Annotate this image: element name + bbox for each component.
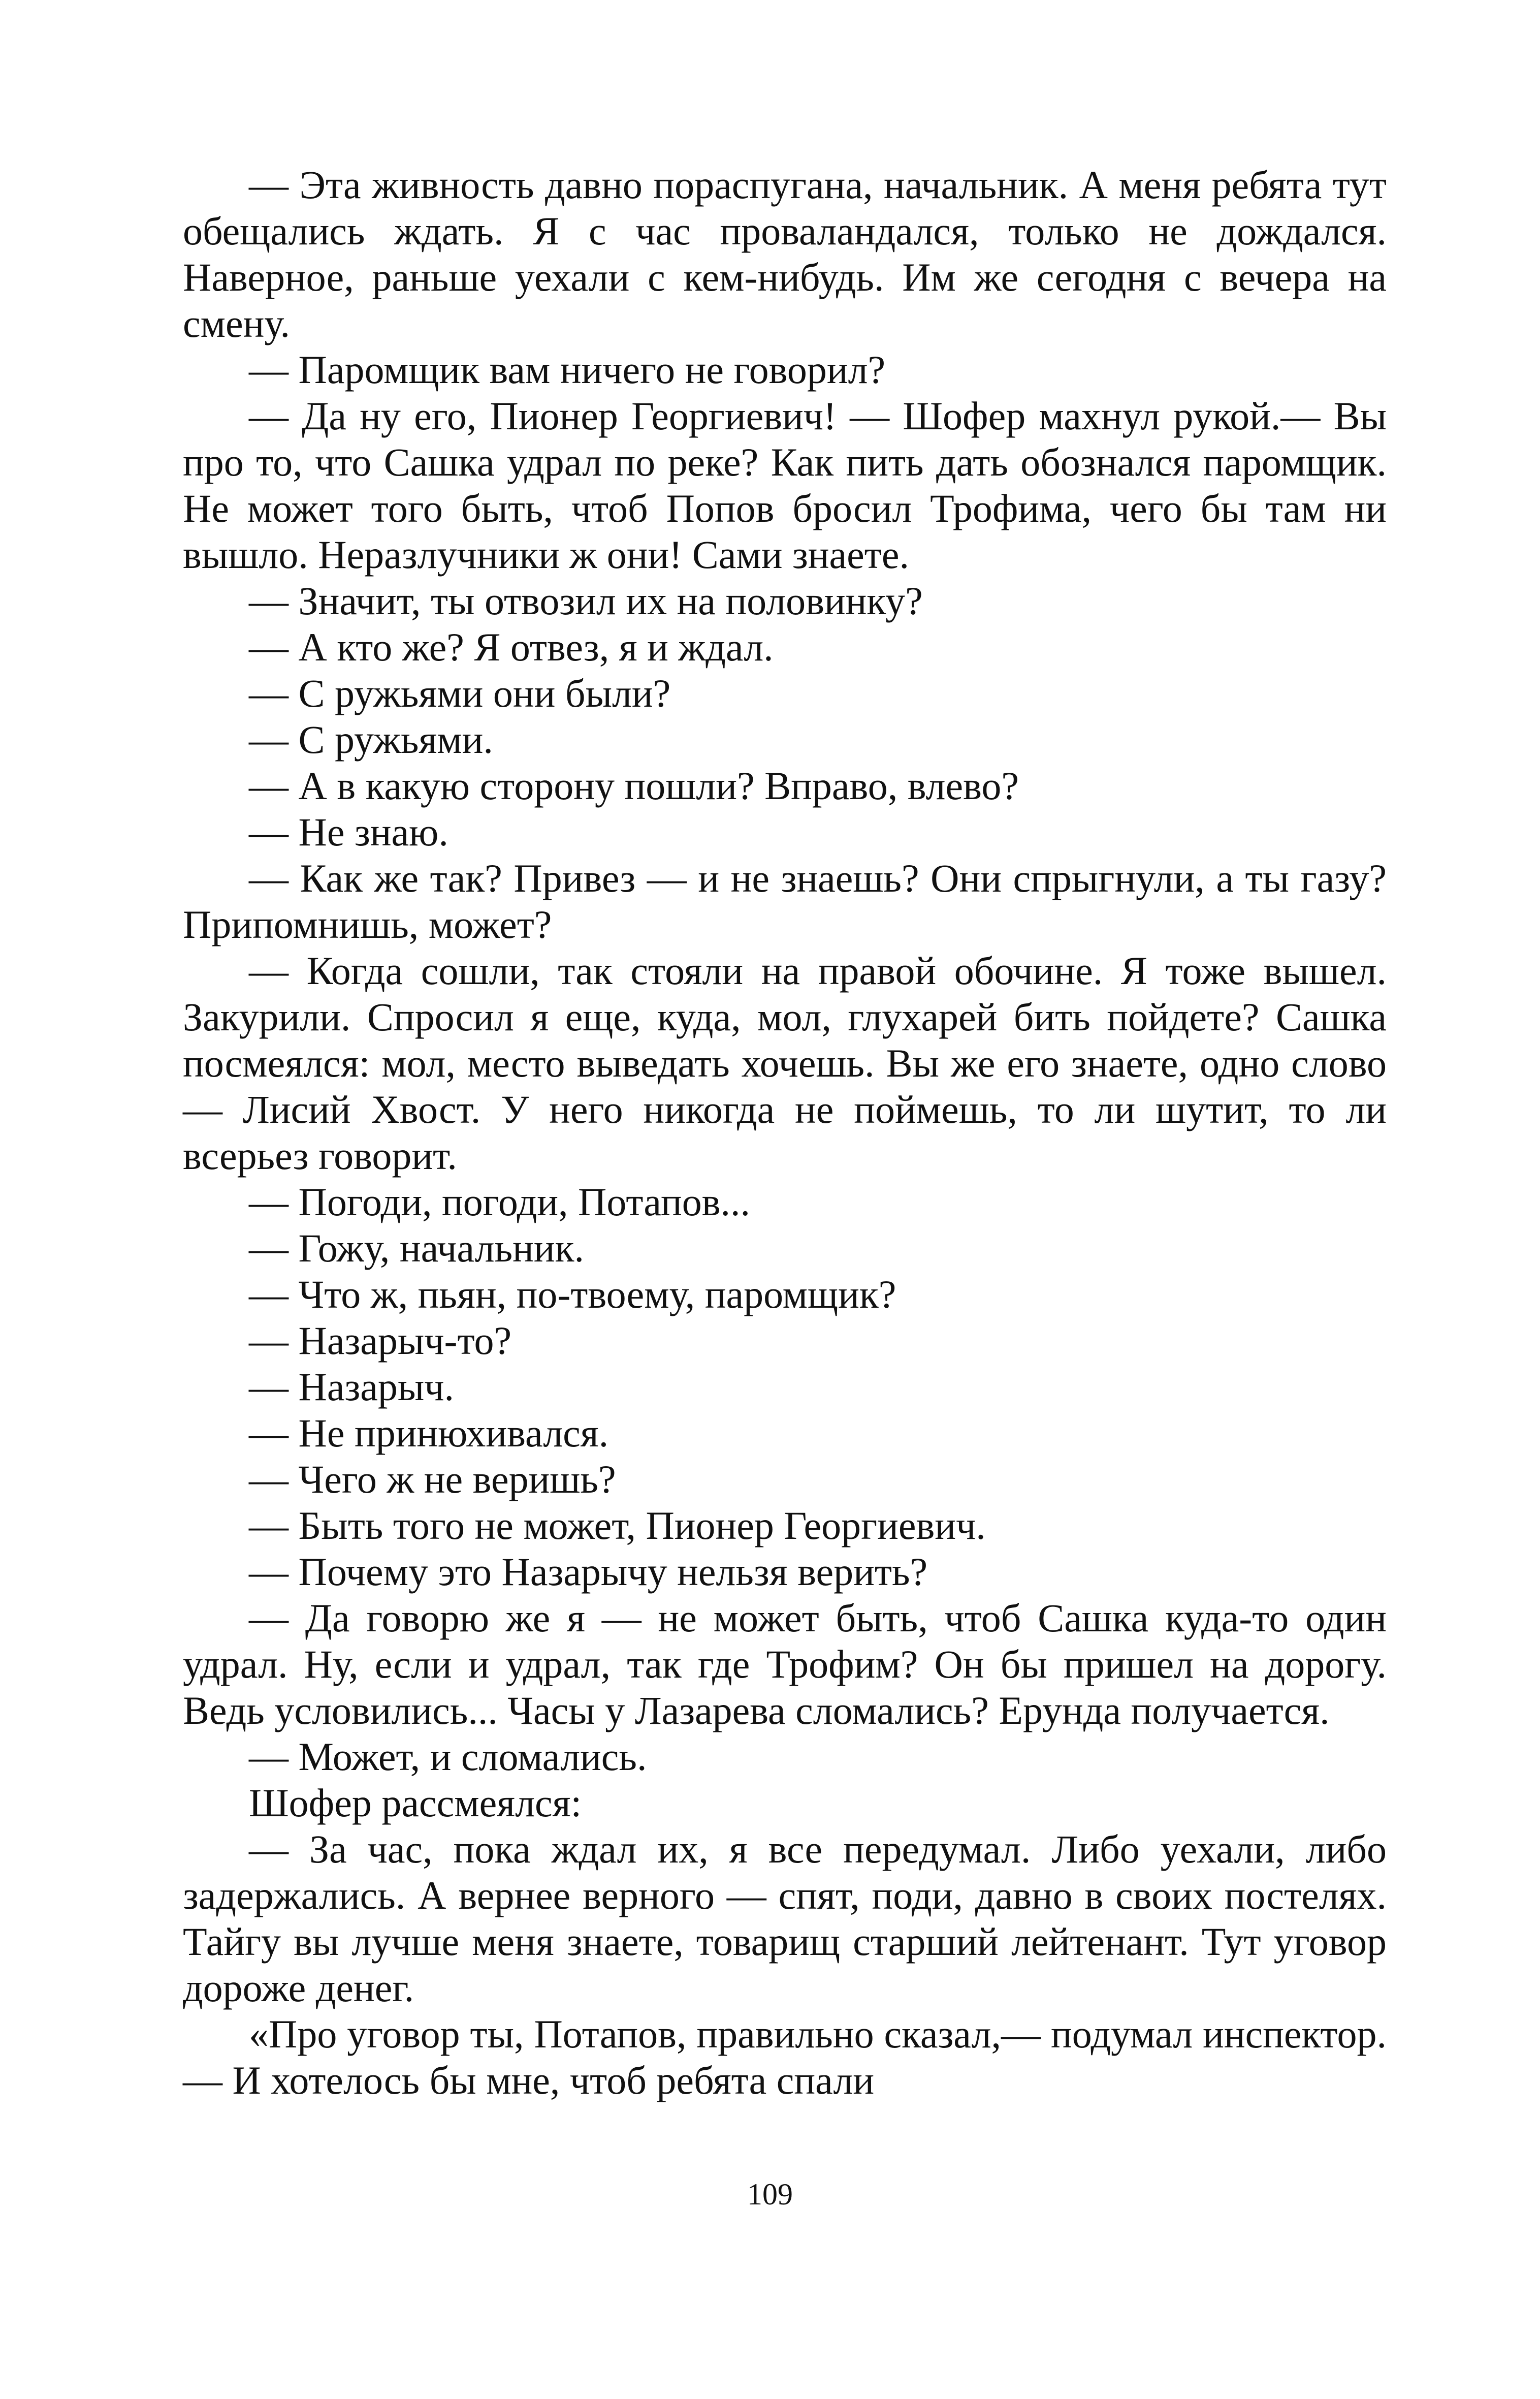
paragraph: Шофер рассмеялся: xyxy=(249,1781,582,1825)
page-number: 109 xyxy=(747,2177,793,2211)
paragraph: — Назарыч. xyxy=(249,1365,455,1409)
paragraph: — Не знаю. xyxy=(249,810,448,854)
paragraph: — Быть того не может, Пионер Георгиевич. xyxy=(249,1503,986,1548)
paragraph: — Гожу, начальник. xyxy=(249,1226,585,1270)
paragraph: — Что ж, пьян, по-твоему, паромщик? xyxy=(249,1272,896,1316)
paragraph: — Да ну его, Пионер Георгиевич! — Шофер махнул рукой.— Вы про то, что Сашка удрал по реке? Как пить дать обознался паромщик. Не может того быть, чтоб Попов бросил Трофима, чего бы там ни вышло. Неразлучники ж они! Сами знаете. xyxy=(183,394,1387,577)
paragraph: — А в какую сторону пошли? Вправо, влево? xyxy=(249,764,1019,808)
page-text xyxy=(183,162,1387,2103)
paragraph: «Про уговор ты, Потапов, правильно сказал,— подумал инспектор.— И хотелось бы мне, чтоб ребята спали xyxy=(183,2012,1387,2102)
paragraph: — Погоди, погоди, Потапов... xyxy=(249,1180,751,1224)
paragraph: — Когда сошли, так стояли на правой обочине. Я тоже вышел. Закурили. Спросил я еще, куда, мол, глухарей бить пойдете? Сашка посмеялся: мол, место выведать хочешь. Вы же его знаете, одно слово — Лисий Хвост. У него никогда не поймешь, то ли шутит, то ли всерьез говорит. xyxy=(183,949,1387,1178)
paragraph: — Эта живность давно пораспугана, начальник. А меня ребята тут обещались ждать. Я с час проваландался, только не дождался. Наверное, раньше уехали с кем-нибудь. Им же сегодня с вечера на смену. xyxy=(183,163,1387,345)
paragraph: — Как же так? Привез — и не знаешь? Они спрыгнули, а ты газу? Припомнишь, может? xyxy=(183,856,1387,946)
paragraph: — Почему это Назарычу нельзя верить? xyxy=(249,1550,928,1594)
paragraph: — Может, и сломались. xyxy=(249,1734,647,1779)
paragraph: — Назарыч-то? xyxy=(249,1318,512,1363)
paragraph: — Не принюхивался. xyxy=(249,1411,609,1455)
paragraph: — За час, пока ждал их, я все передумал. Либо уехали, либо задержались. А вернее верного — спят, поди, давно в своих постелях. Тайгу вы лучше меня знаете, товарищ старший лейтенант. Тут уговор дороже денег. xyxy=(183,1827,1387,2010)
paragraph: — Чего ж не веришь? xyxy=(249,1457,616,1501)
paragraph: — С ружьями. xyxy=(249,717,493,762)
paragraph: — Паромщик вам ничего не говорил? xyxy=(249,348,886,392)
paragraph: — Значит, ты отвозил их на половинку? xyxy=(249,579,923,623)
paragraph: — Да говорю же я — не может быть, чтоб Сашка куда-то один удрал. Ну, если и удрал, так где Трофим? Он бы пришел на дорогу. Ведь условились... Часы у Лазарева сломались? Ерунда получается. xyxy=(183,1596,1387,1732)
paragraph: — А кто же? Я отвез, я и ждал. xyxy=(249,625,774,669)
paragraph: — С ружьями они были? xyxy=(249,671,671,715)
